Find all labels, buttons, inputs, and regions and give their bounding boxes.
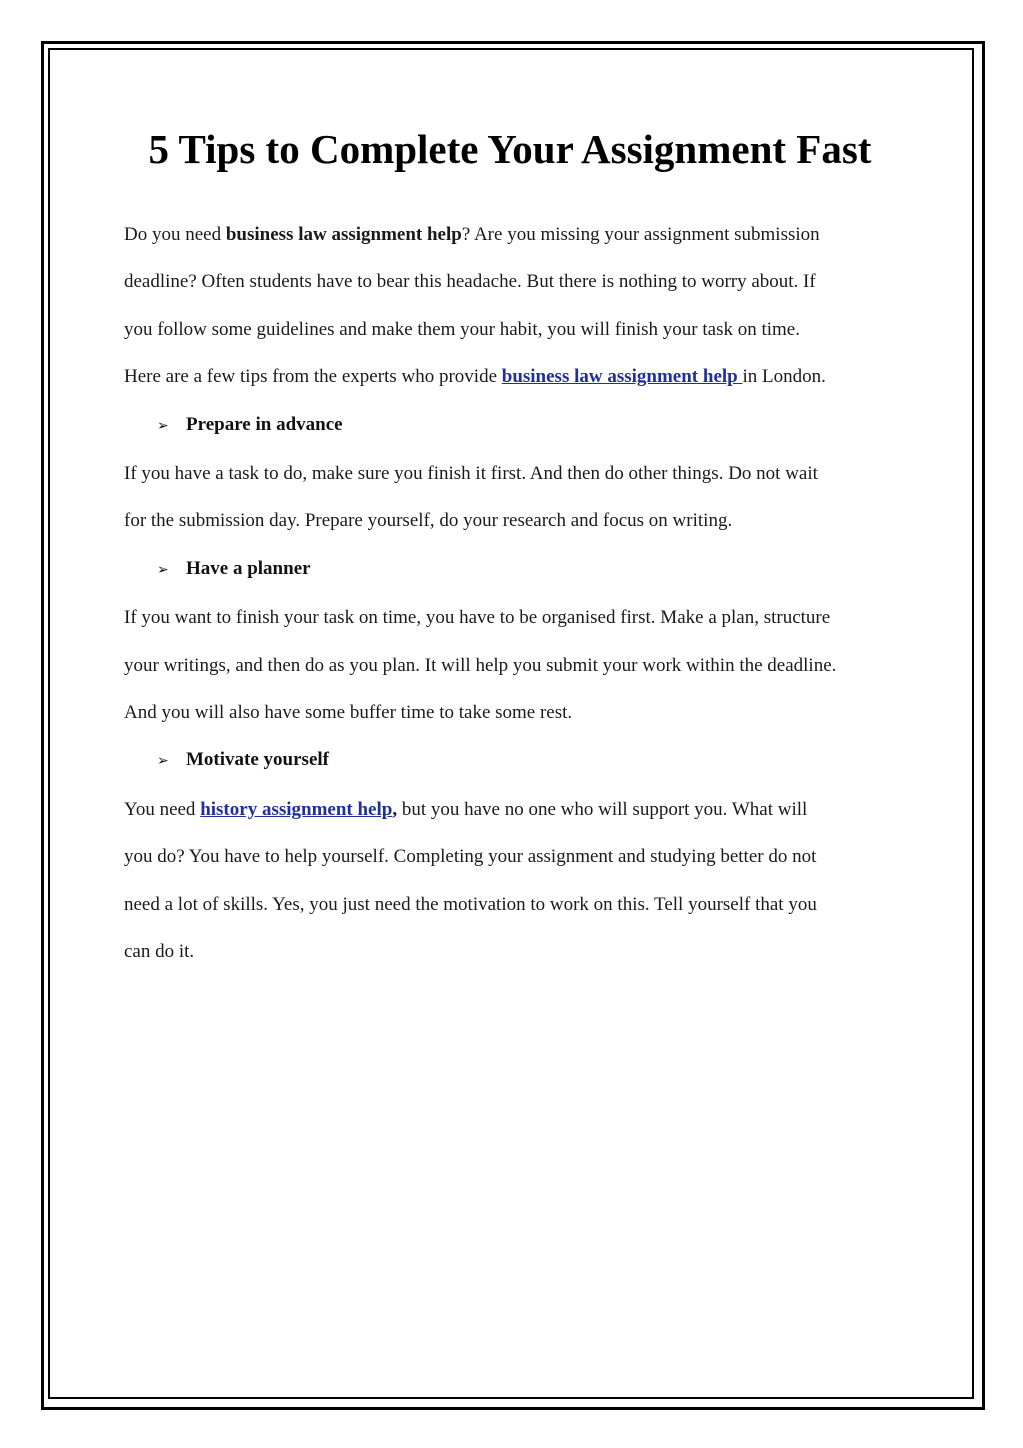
arrow-bullet-icon: ➢: [157, 417, 169, 434]
intro-text: Here are a few tips from the experts who provide: [124, 366, 502, 388]
intro-line-1: [124, 211, 904, 258]
intro-text: ? Are you missing your assignment submission: [461, 224, 820, 245]
intro-paragraph: [124, 211, 904, 401]
paragraph-line: If you have a task to do, make sure you finish it first. And then do other things. Do not wait: [124, 463, 818, 485]
section-paragraph-planner: [124, 594, 904, 736]
section-heading-text: Have a planner: [186, 557, 311, 579]
intro-line-3: you follow some guidelines and make them your habit, you will finish your task on time.: [124, 318, 800, 340]
paragraph-line: [124, 786, 904, 833]
paragraph-line: can do it.: [124, 941, 195, 963]
bold-keyword: business law assignment help: [225, 224, 462, 245]
arrow-bullet-icon: ➢: [157, 753, 169, 770]
paragraph-line: your writings, and then do as you plan. It will help you submit your work within the deadline.: [124, 654, 837, 676]
paragraph-line: need a lot of skills. Yes, you just need the motivation to work on this. Tell yourself that you: [124, 893, 817, 915]
business-law-link[interactable]: business law assignment help: [501, 366, 743, 388]
paragraph-text: You need: [124, 798, 201, 820]
section-heading-text: Prepare in advance: [186, 413, 343, 435]
section-paragraph-prepare: [124, 450, 904, 545]
arrow-bullet-icon: ➢: [157, 561, 169, 578]
section-heading-planner: [124, 545, 904, 594]
section-heading-prepare: [124, 401, 904, 450]
section-paragraph-motivate: [124, 786, 904, 976]
paragraph-line: And you will also have some buffer time to take some rest.: [124, 702, 573, 724]
intro-line-2: deadline? Often students have to bear this headache. But there is nothing to worry about. If: [124, 271, 816, 293]
section-heading-text: Motivate yourself: [186, 749, 329, 771]
document-title: 5 Tips to Complete Your Assignment Fast: [148, 126, 872, 172]
intro-text: in London.: [742, 366, 826, 388]
paragraph-text: but you have no one who will support you. What will: [397, 798, 808, 820]
bold-comma: ,: [392, 798, 398, 820]
paragraph-line: you do? You have to help yourself. Completing your assignment and studying better do not: [124, 846, 817, 868]
intro-line-4: [124, 353, 904, 400]
history-assignment-link[interactable]: history assignment help: [200, 798, 393, 820]
intro-text: Do you need: [124, 224, 226, 245]
paragraph-line: for the submission day. Prepare yourself, do your research and focus on writing.: [124, 510, 733, 532]
section-heading-motivate: [124, 736, 904, 785]
document-body: [124, 120, 904, 976]
paragraph-line: If you want to finish your task on time, you have to be organised first. Make a plan, structure: [124, 607, 831, 629]
